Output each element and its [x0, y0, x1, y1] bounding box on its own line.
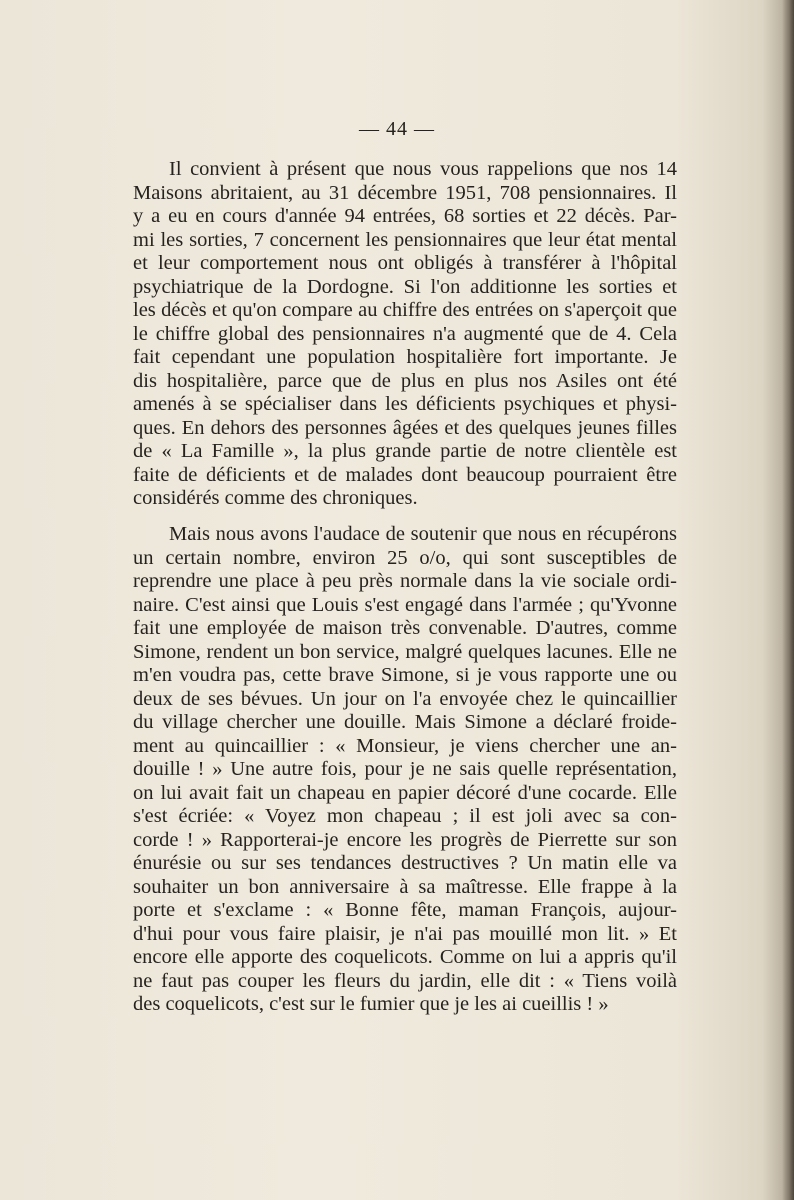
paragraph-1 — [133, 158, 677, 511]
page-number: — 44 — — [359, 118, 435, 140]
text-line: s'est écriée: « Voyez mon chapeau ; il est joli avec sa con- — [133, 805, 677, 827]
text-line: mi les sorties, 7 concernent les pensionnaires que leur état mental — [133, 228, 677, 251]
text-line: faite de déficients et de malades dont beaucoup pourraient être — [133, 463, 677, 486]
text-line: du village chercher une douille. Mais Simone a déclaré froide- — [133, 711, 677, 733]
text-line: psychiatrique de la Dordogne. Si l'on additionne les sorties et — [133, 275, 677, 298]
text-line: encore elle apporte des coquelicots. Comme on lui a appris qu'il — [133, 946, 677, 968]
text-line: fait une employée de maison très convenable. D'autres, comme — [133, 617, 677, 639]
text-line: deux de ses bévues. Un jour on l'a envoyée chez le quincaillier — [133, 687, 677, 710]
text-line: m'en voudra pas, cette brave Simone, si je vous rapporte une ou — [133, 664, 677, 686]
text-line: Simone, rendent un bon service, malgré quelques lacunes. Elle ne — [133, 640, 677, 663]
text-line: porte et s'exclame : « Bonne fête, maman François, aujour- — [133, 899, 677, 921]
text-line: souhaiter un bon anniversaire à sa maîtresse. Elle frappe à la — [133, 875, 677, 898]
text-line: dis hospitalière, parce que de plus en plus nos Asiles ont été — [133, 369, 677, 392]
text-line: Il convient à présent que nous vous rappelions que nos 14 — [169, 158, 677, 180]
text-line: et leur comportement nous ont obligés à transférer à l'hôpital — [133, 252, 677, 274]
text-line: corde ! » Rapporterai-je encore les progrès de Pierrette sur son — [133, 828, 677, 851]
text-line: naire. C'est ainsi que Louis s'est engagé dans l'armée ; qu'Yvonne — [133, 593, 677, 616]
text-line: le chiffre global des pensionnaires n'a augmenté que de 4. Cela — [133, 322, 677, 345]
text-line: un certain nombre, environ 25 o/o, qui sont susceptibles de — [133, 546, 677, 569]
text-line: de « La Famille », la plus grande partie de notre clientèle est — [133, 440, 677, 462]
text-line: ques. En dehors des personnes âgées et des quelques jeunes filles — [133, 416, 677, 439]
page-edge-shadow — [782, 0, 794, 1200]
text-line: ne faut pas couper les fleurs du jardin, elle dit : « Tiens voilà — [133, 969, 677, 992]
text-line: des coquelicots, c'est sur le fumier que je les ai cueillis ! » — [133, 993, 609, 1015]
text-line: ment au quincaillier : « Monsieur, je viens chercher une an- — [133, 734, 677, 757]
text-line: énurésie ou sur ses tendances destructives ? Un matin elle va — [133, 852, 677, 874]
text-line: y a eu en cours d'année 94 entrées, 68 sorties et 22 décès. Par- — [133, 205, 677, 227]
text-line: on lui avait fait un chapeau en papier décoré d'une cocarde. Elle — [133, 781, 677, 804]
text-line: reprendre une place à peu près normale dans la vie sociale ordi- — [133, 570, 677, 592]
text-line: douille ! » Une autre fois, pour je ne sais quelle représentation, — [133, 758, 677, 780]
text-line: fait cependant une population hospitalière fort importante. Je — [133, 346, 677, 368]
text-line: amenés à se spécialiser dans les déficients psychiques et physi- — [133, 393, 677, 415]
paragraph-2 — [133, 523, 677, 1017]
text-line: d'hui pour vous faire plaisir, je n'ai pas mouillé mon lit. » Et — [133, 922, 677, 945]
text-line: Maisons abritaient, au 31 décembre 1951, 708 pensionnaires. Il — [133, 181, 677, 204]
text-line: considérés comme des chroniques. — [133, 487, 418, 509]
text-line: Mais nous avons l'audace de soutenir que nous en récupérons — [169, 523, 677, 545]
text-line: les décès et qu'on compare au chiffre des entrées on s'aperçoit que — [133, 299, 677, 321]
